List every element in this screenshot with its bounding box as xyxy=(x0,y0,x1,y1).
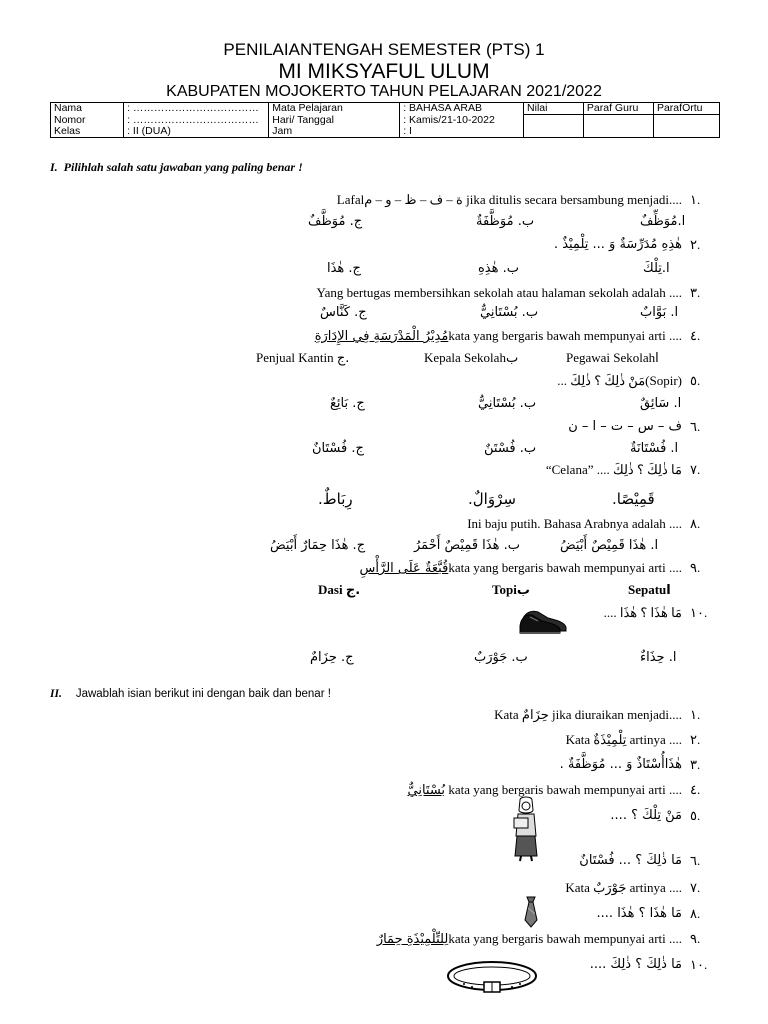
q9-arabic-phrase: قُبَّعَةٌ عَلَى الرَّأْسِ xyxy=(359,561,449,576)
q4-text xyxy=(315,328,682,344)
isian-4-question: kata yang bergaris bawah mempunyai arti .... xyxy=(448,782,682,797)
q2-text: . هٰذِهِ مُدَرِّسَةٌ وَ ... تِلْمِيْذٌ xyxy=(553,237,682,252)
q9-option-a-letter: ا xyxy=(666,583,671,598)
belt-image xyxy=(444,954,540,996)
q1-option-b[interactable]: ب. مُوَظَّفَةٌ xyxy=(476,214,535,229)
q7-text: “Celana” .... مَا ذٰلِكَ ؟ ذٰلِكَ xyxy=(545,462,682,477)
q1-option-a[interactable]: ا.مُوَظِّفٌ xyxy=(640,214,686,229)
q9-option-b-letter: ب xyxy=(516,583,530,598)
q4-option-a[interactable] xyxy=(566,350,659,366)
region-year: KABUPATEN MOJOKERTO TAHUN PELAJARAN 2021/2022 xyxy=(166,83,602,100)
q2-option-b[interactable]: ب. هٰذِهِ xyxy=(478,261,519,276)
q10-number: ١٠. xyxy=(690,605,708,620)
q9-number: ٩. xyxy=(690,560,701,575)
q9-option-b[interactable] xyxy=(492,582,530,598)
isian-9-question: kata yang bergaris bawah mempunyai arti .... xyxy=(448,931,682,946)
isian-7-number: ٧. xyxy=(690,880,701,895)
q4-question: kata yang bergaris bawah mempunyai arti .... xyxy=(448,328,682,343)
q6-text: ف – س – ت – ا – ن xyxy=(568,419,682,434)
q9-option-a-text: Sepatu xyxy=(628,582,667,597)
q2-option-c[interactable]: ج. هٰذَا xyxy=(327,261,361,276)
q10-text: .... مَا هٰذَا ؟ هٰذَا xyxy=(603,605,682,620)
isian-9-number: ٩. xyxy=(690,931,701,946)
q7-option-c[interactable]: .رِبَاطٌ xyxy=(318,490,353,508)
q8-number: ٨. xyxy=(690,516,701,531)
paraf-ortu-box[interactable] xyxy=(653,115,719,138)
q6-option-a[interactable]: ا. فُسْتَانَةٌ xyxy=(630,441,679,456)
q5-text: ... مَنْ ذٰلِكَ ؟ ذٰلِكَ(Sopir) xyxy=(557,373,682,388)
student-info-table xyxy=(50,102,720,138)
q6-option-b[interactable]: ب. فُسْتَنٌ xyxy=(484,441,537,456)
q5-option-b[interactable]: ب. بُسْتَانِيٌّ xyxy=(478,396,537,411)
q10-option-c[interactable]: ج. حِزَامٌ xyxy=(310,650,354,665)
isian-1-text: Kata حِزَامٌ jika diuraikan menjadi.... xyxy=(494,707,682,722)
q1-number: ١. xyxy=(690,192,701,207)
section-1-heading xyxy=(50,160,303,175)
paraf-guru-header: Paraf Guru xyxy=(583,103,653,115)
q4-option-a-letter: ا xyxy=(655,351,659,366)
jam-value: : I xyxy=(400,126,524,138)
section-1-instruction: Pilihlah salah satu jawaban yang paling benar ! xyxy=(63,160,303,174)
q5-option-c[interactable]: ج. بَائِعٌ xyxy=(330,396,365,411)
q6-option-c[interactable]: ج. فُسْتَانٌ xyxy=(312,441,364,456)
q1-option-c[interactable]: ج. مُوَظَّفٌ xyxy=(308,214,363,229)
q10-option-b[interactable]: ب. جَوْرَبٌ xyxy=(474,650,528,665)
q10-option-a[interactable]: ا. حِذَاءٌ xyxy=(640,650,677,665)
nomor-label: Nomor xyxy=(51,115,124,126)
paraf-guru-box[interactable] xyxy=(583,115,653,138)
isian-6-text: مَا ذٰلِكَ ؟ ... فُسْتَانٌ xyxy=(579,853,682,868)
isian-9-arabic-phrase: لِلتِّلْمِيْذَةِ حِمَارٌ xyxy=(376,932,449,947)
q5-number: ٥. xyxy=(690,373,701,388)
q3-text: Yang bertugas membersihkan sekolah atau halaman sekolah adalah .... xyxy=(316,285,682,300)
shoe-image xyxy=(518,600,570,636)
q4-option-c-text: Penjual Kantin xyxy=(256,350,334,365)
q9-question: kata yang bergaris bawah mempunyai arti .... xyxy=(448,560,682,575)
q8-text: Ini baju putih. Bahasa Arabnya adalah .... xyxy=(467,516,682,531)
q9-option-c-letter: ج. xyxy=(345,583,361,598)
q3-option-b[interactable]: ب. بُسْتَانِيٌّ xyxy=(480,305,539,320)
q3-number: ٣. xyxy=(690,285,701,300)
isian-9-text xyxy=(377,931,682,947)
nomor-field[interactable]: : ……………………………… xyxy=(124,115,269,126)
isian-10-text: .... مَا ذٰلِكَ ؟ ذٰلِكَ xyxy=(589,957,682,972)
q4-option-b-letter: ب xyxy=(505,351,519,366)
q6-number: ٦. xyxy=(690,419,701,434)
isian-6-number: ٦. xyxy=(690,853,701,868)
section-1-number: I. xyxy=(50,160,58,174)
q7-option-a[interactable]: .قَمِيْصًا xyxy=(612,490,655,508)
nama-label: Nama xyxy=(51,103,124,115)
paraf-ortu-header: ParafOrtu xyxy=(653,103,719,115)
mapel-label: Mata Pelajaran xyxy=(269,103,400,115)
isian-7-text: Kata جَوْرَبٌ artinya .... xyxy=(565,880,682,895)
q4-option-a-text: Pegawai Sekolah xyxy=(566,350,656,365)
mapel-value: : BAHASA ARAB xyxy=(400,103,524,115)
q9-text xyxy=(360,560,682,576)
q2-option-a[interactable]: ا.تِلْكَ xyxy=(643,261,670,276)
isian-10-number: ١٠. xyxy=(690,957,708,972)
q9-option-a[interactable] xyxy=(628,582,671,598)
q8-option-a[interactable]: ا. هٰذَا قَمِيْصٌ أَبْيَضُ xyxy=(560,538,659,553)
q2-number: ٢. xyxy=(690,237,701,252)
isian-5-number: ٥. xyxy=(690,808,701,823)
q8-option-c[interactable]: ج. هٰذَا حِمَارٌ أَبْيَضُ xyxy=(270,538,366,553)
q4-arabic-phrase: مُدِيْرُ الْمَدْرَسَةِ فِي الإِدَارَةِ xyxy=(314,329,449,344)
isian-3-text: . هٰذَاأُسْتَاذٌ وَ ... مُوَظَّفَةٌ xyxy=(559,757,682,772)
q1-text: Lafalة – ف – ظ – و – م jika ditulis secara bersambung menjadi.... xyxy=(336,192,682,207)
nama-field[interactable]: : ……………………………… xyxy=(124,103,269,115)
q4-option-b[interactable] xyxy=(424,350,518,366)
q4-option-c-letter: ج. xyxy=(336,351,350,366)
kelas-value: : II (DUA) xyxy=(124,126,269,138)
isian-1-number: ١. xyxy=(690,707,701,722)
q3-option-c[interactable]: ج. كَنَّاسٌ xyxy=(320,305,367,320)
section-2-heading xyxy=(50,688,331,700)
q7-option-b[interactable]: .سِرْوَالٌ xyxy=(468,490,516,508)
kelas-label: Kelas xyxy=(51,126,124,138)
exam-title: PENILAIANTENGAH SEMESTER (PTS) 1 xyxy=(223,40,545,59)
nilai-header: Nilai xyxy=(524,103,584,115)
jam-label: Jam xyxy=(269,126,400,138)
isian-8-text: .... مَا هٰذَا ؟ هٰذَا xyxy=(596,906,682,921)
woman-reading-image xyxy=(506,796,546,862)
isian-8-number: ٨. xyxy=(690,906,701,921)
q4-option-c[interactable] xyxy=(256,350,349,366)
isian-4-number: ٤. xyxy=(690,782,701,797)
isian-2-text: Kata تِلْمِيْذَةٌ artinya .... xyxy=(565,732,682,747)
isian-2-number: ٢. xyxy=(690,732,701,747)
necktie-image xyxy=(520,896,542,928)
nilai-box[interactable] xyxy=(524,115,584,138)
q4-option-b-text: Kepala Sekolah xyxy=(424,350,506,365)
isian-3-number: ٣. xyxy=(690,757,701,772)
hari-label: Hari/ Tanggal xyxy=(269,115,400,126)
hari-value: : Kamis/21-10-2022 xyxy=(400,115,524,126)
q4-number: ٤. xyxy=(690,328,701,343)
q3-option-a[interactable]: ا. بَوَّابٌ xyxy=(640,305,679,320)
q9-option-c-text: Dasi xyxy=(318,582,343,597)
q9-option-b-text: Topi xyxy=(492,582,517,597)
school-name: MI MIKSYAFUL ULUM xyxy=(278,60,490,83)
q5-option-a[interactable]: ا. سَائِقٌ xyxy=(640,396,682,411)
q9-option-c[interactable] xyxy=(318,582,360,598)
section-2-instruction: Jawablah isian berikut ini dengan baik dan benar ! xyxy=(75,688,331,700)
section-2-number: II. xyxy=(50,688,62,700)
isian-4-arabic-word: بُسْتَانِيٌّ xyxy=(407,783,446,798)
isian-5-text: .... مَنْ تِلْكَ ؟ xyxy=(610,808,682,823)
q7-number: ٧. xyxy=(690,462,701,477)
q8-option-b[interactable]: ب. هٰذَا قَمِيْصٌ أَحْمَرُ xyxy=(414,538,520,553)
